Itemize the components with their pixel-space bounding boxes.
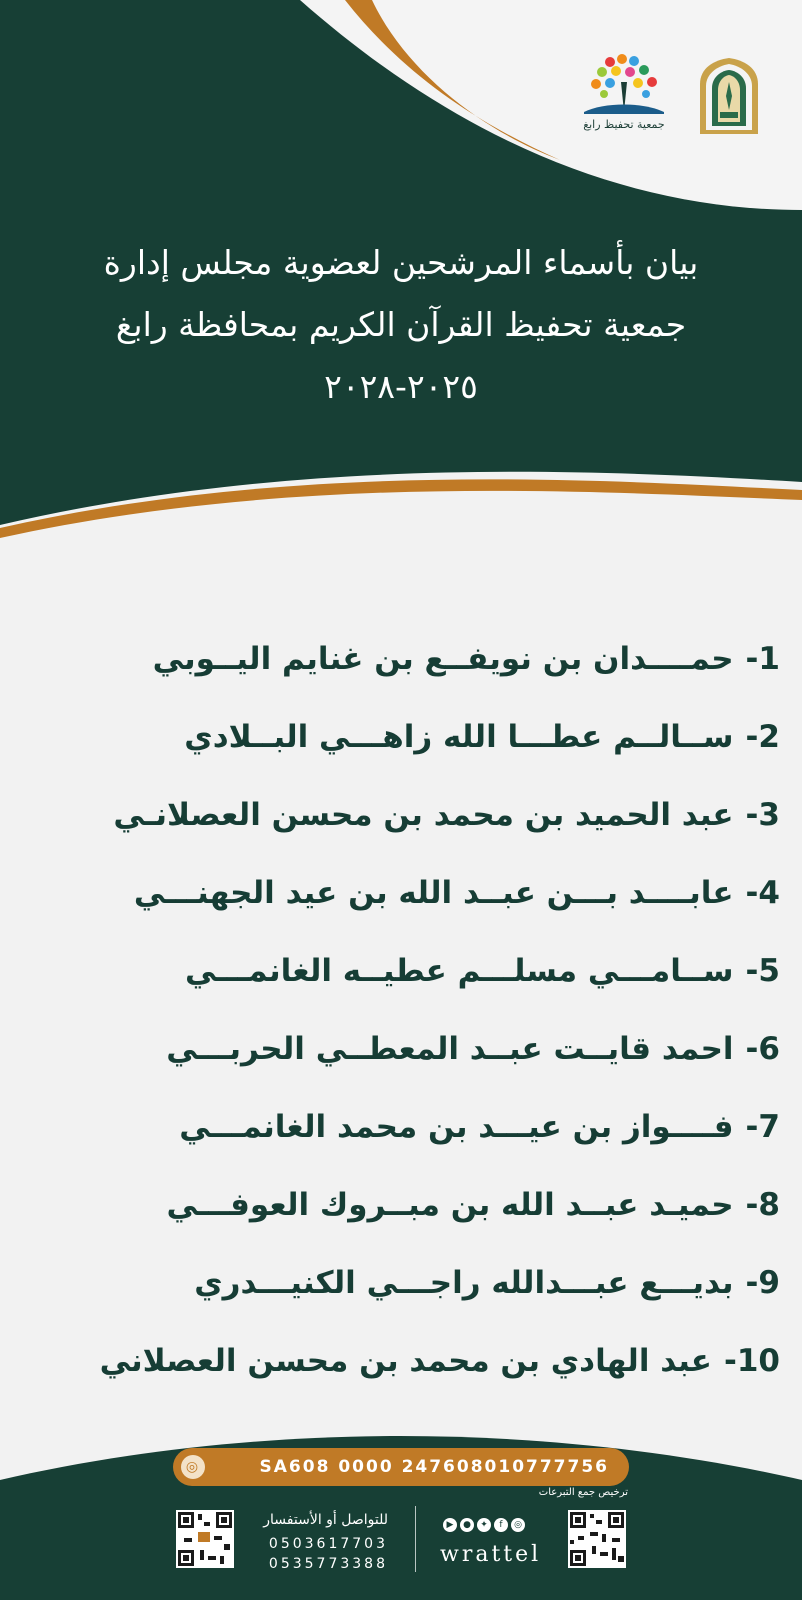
candidate-number: 8- xyxy=(745,1187,780,1223)
qr-code-donation xyxy=(568,1510,626,1568)
twitter-icon[interactable]: ✦ xyxy=(477,1518,491,1532)
candidate-name: فــــواز بن عيـــد بن محمد الغانمـــي xyxy=(179,1109,734,1145)
candidate-number: 4- xyxy=(745,875,780,911)
phone-number-2[interactable]: 0535773388 xyxy=(268,1556,388,1572)
candidate-name: حمــــدان بن نويفــع بن غنايم اليــوبي xyxy=(152,641,734,677)
title-years: ٢٠٢٥-٢٠٢٨ xyxy=(324,367,478,406)
list-item xyxy=(20,854,780,932)
title-line-2: جمعية تحفيظ القرآن الكريم بمحافظة رابغ xyxy=(115,305,687,344)
tree-icon xyxy=(574,52,674,118)
ministry-logo xyxy=(696,56,762,134)
candidate-number: 3- xyxy=(745,797,780,833)
list-item xyxy=(20,1166,780,1244)
candidate-list xyxy=(20,620,780,1400)
association-logo-text: جمعية تحفيظ رابغ xyxy=(583,118,665,131)
candidate-name: حميـد عبــد الله بن مبــروك العوفـــي xyxy=(166,1187,734,1223)
list-item xyxy=(20,1244,780,1322)
contact-label: للتواصل أو الأستفسار xyxy=(263,1512,388,1528)
candidate-name: ســامـــي مسلـــم عطيــه الغانمـــي xyxy=(185,953,734,989)
candidate-name: ســالــم عطـــا الله زاهـــي البــلادي xyxy=(184,719,734,755)
page-title xyxy=(40,232,762,418)
candidate-number: 2- xyxy=(745,719,780,755)
candidate-name: عبد الحميد بن محمد بن محسن العصلانـي xyxy=(113,797,734,833)
list-item xyxy=(20,776,780,854)
candidate-number: 9- xyxy=(745,1265,780,1301)
list-item xyxy=(20,620,780,698)
brand-name: wrattel xyxy=(440,1542,542,1567)
phone-number-1[interactable]: 0503617703 xyxy=(268,1536,388,1552)
candidate-number: 7- xyxy=(745,1109,780,1145)
snapchat-icon[interactable]: ● xyxy=(460,1518,474,1532)
candidate-name: عابــــد بـــن عبــد الله بن عيد الجهنـــي xyxy=(133,875,734,911)
facebook-icon[interactable]: f xyxy=(494,1518,508,1532)
association-logo xyxy=(574,52,674,138)
candidate-number: 6- xyxy=(745,1031,780,1067)
list-item xyxy=(20,1322,780,1400)
candidate-name: بديـــع عبـــدالله راجـــي الكنيـــدري xyxy=(194,1265,734,1301)
qr-code-contact xyxy=(176,1510,234,1568)
iban-number: SA608 0000 247608010777756 xyxy=(259,1457,609,1477)
social-icons xyxy=(443,1518,525,1532)
candidate-number: 10- xyxy=(723,1343,780,1379)
candidate-name: احمد قايــت عبــد المعطــي الحربـــي xyxy=(166,1031,734,1067)
candidate-name: عبد الهادي بن محمد بن محسن العصلاني xyxy=(99,1343,712,1379)
list-item xyxy=(20,1010,780,1088)
candidate-number: 5- xyxy=(745,953,780,989)
instagram-icon[interactable]: ◎ xyxy=(511,1518,525,1532)
bank-icon: ◎ xyxy=(181,1455,205,1479)
iban-badge xyxy=(173,1448,629,1486)
footer-divider xyxy=(415,1506,416,1572)
candidate-number: 1- xyxy=(745,641,780,677)
list-item xyxy=(20,698,780,776)
list-item xyxy=(20,1088,780,1166)
donation-license-label: ترخيص جمع التبرعات xyxy=(538,1487,628,1498)
title-line-1: بيان بأسماء المرشحين لعضوية مجلس إدارة xyxy=(103,243,699,282)
youtube-icon[interactable]: ▶ xyxy=(443,1518,457,1532)
list-item xyxy=(20,932,780,1010)
